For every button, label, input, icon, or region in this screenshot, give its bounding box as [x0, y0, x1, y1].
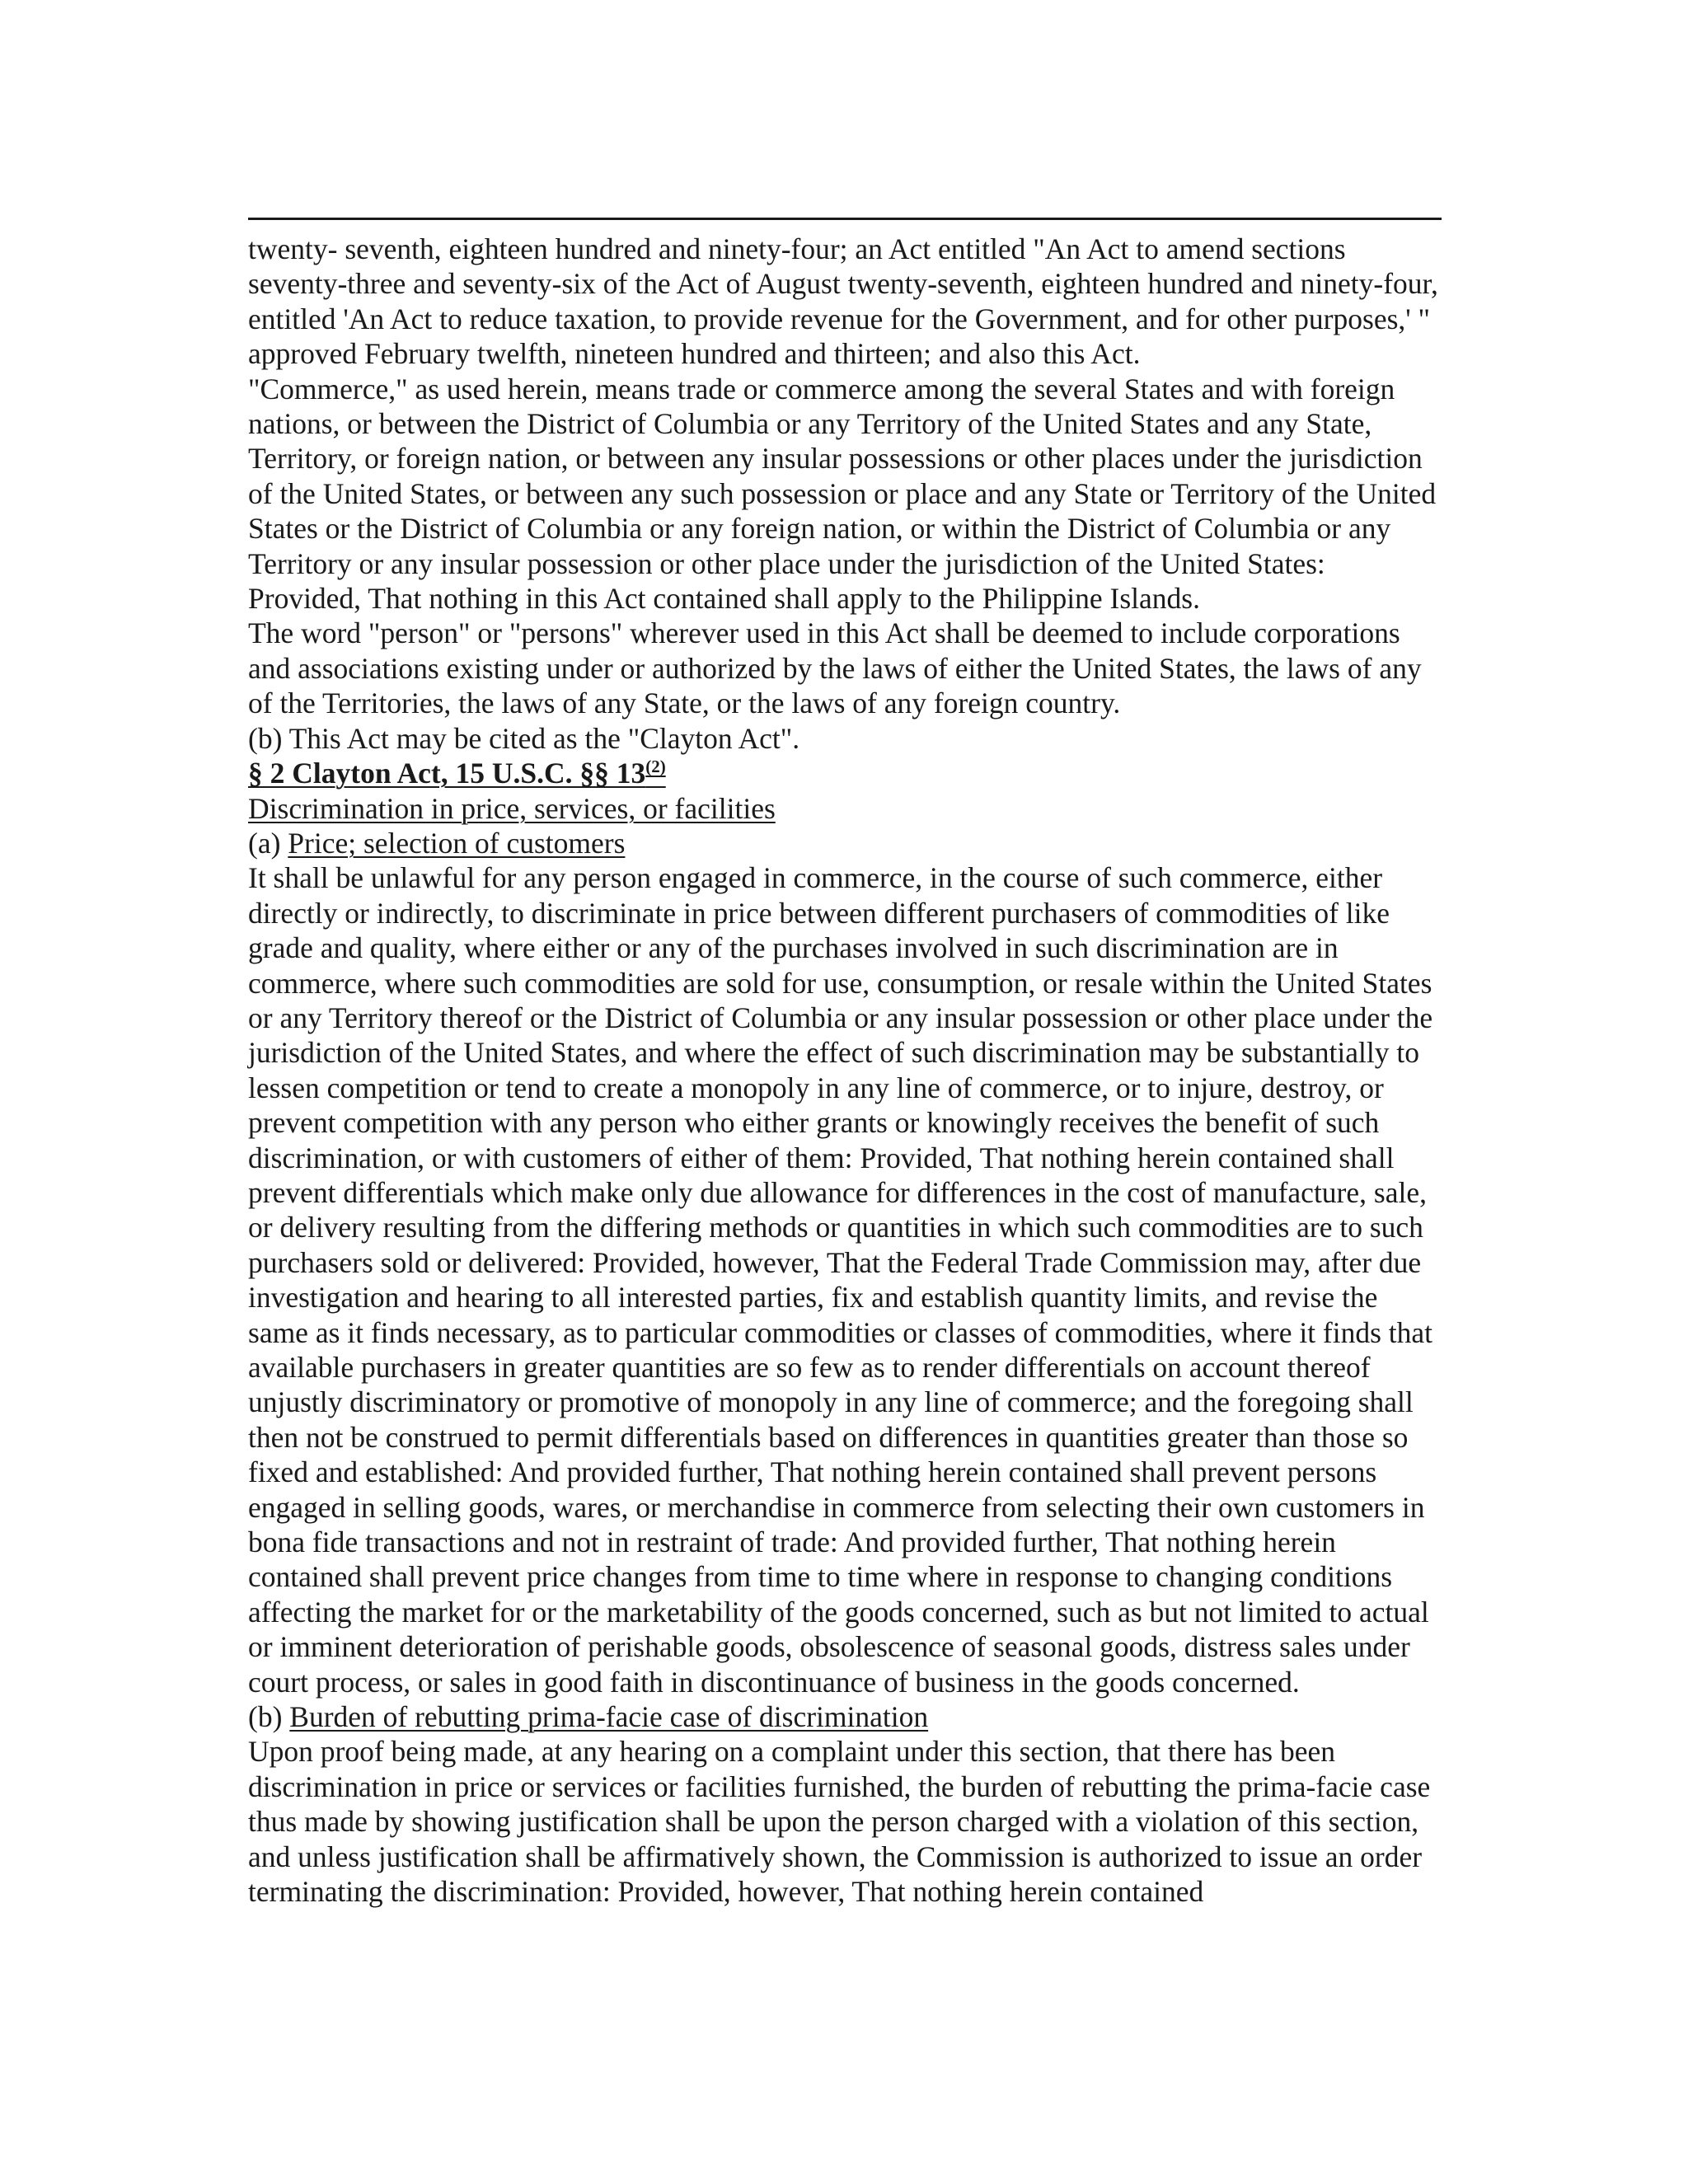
paragraph-person-definition: The word "person" or "persons" wherever used in this Act shall be deemed to include corporations and associations existing under or authorized by the laws of either the United States, the laws of any of the Territories, the laws of any State, or the laws of any foreign country. — [248, 616, 1422, 720]
paragraph-subsection-b: Upon proof being made, at any hearing on a complaint under this section, that there has been discrimination in price or services or facilities furnished, the burden of rebutting the prima-facie case thus made by showing justification shall be upon the person charged with a violation of this section, and unless justification shall be affirmatively shown, the Commission is authorized to issue an order terminating the discrimination: Provided, however, That nothing herein contained — [248, 1735, 1431, 1909]
paragraph-continuation: twenty- seventh, eighteen hundred and ninety-four; an Act entitled "An Act to amend sections seventy-three and seventy-six of the Act of August twenty-seventh, eighteen hundred and ninety-four, entitled 'An Act to reduce taxation, to provide revenue for the Government, and for other purposes,' " approved February twelfth, nineteen hundred and thirteen; and also this Act. — [248, 232, 1438, 371]
document-page — [248, 218, 1442, 1910]
subsection-a-label: (a) — [248, 826, 288, 860]
paragraph-commerce-definition: "Commerce," as used herein, means trade or commerce among the several States and with foreign nations, or between the District of Columbia or any Territory of the United States and any State, Territory, or foreign nation, or between any insular possessions or other places under the jurisdiction of the United States, or between any such possession or place and any State or Territory of the United States or the District of Columbia or any foreign nation, or within the District of Columbia or any Territory or any insular possession or other place under the jurisdiction of the United States: Provided, That nothing in this Act contained shall apply to the Philippine Islands. — [248, 372, 1437, 616]
subsection-b-heading — [248, 1699, 1442, 1734]
subsection-b-title: Burden of rebutting prima-facie case of discrimination — [289, 1700, 929, 1734]
section-heading-text: § 2 Clayton Act, 15 U.S.C. §§ 13 — [248, 757, 646, 790]
top-rule — [248, 218, 1442, 220]
footnote-link[interactable]: (2) — [645, 757, 666, 777]
subsection-a-heading — [248, 826, 1442, 860]
paragraph-act-citation: (b) This Act may be cited as the "Clayton Act". — [248, 721, 800, 755]
section-subtitle-text: Discrimination in price, services, or facilities — [248, 791, 776, 825]
subsection-a-title: Price; selection of customers — [288, 826, 626, 860]
section-heading — [248, 756, 1442, 790]
footnote-superscript — [645, 757, 666, 776]
subsection-b-label: (b) — [248, 1700, 290, 1734]
paragraph-subsection-a: It shall be unlawful for any person engaged in commerce, in the course of such commerce, either directly or indirectly, to discriminate in price between different purchasers of commodities of like grade and quality, where either or any of the purchases involved in such discrimination are in commerce, where such commodities are sold for use, consumption, or resale within the United States or any Territory thereof or the District of Columbia or any insular possession or other place under the jurisdiction of the United States, and where the effect of such discrimination may be substantially to lessen competition or tend to create a monopoly in any line of commerce, or to injure, destroy, or prevent competition with any person who either grants or knowingly receives the benefit of such discrimination, or with customers of either of them: Provided, That nothing herein contained shall prevent differentials which make only due allowance for differences in the cost of manufacture, sale, or delivery resulting from the differing methods or quantities in which such commodities are to such purchasers sold or delivered: Provided, however, That the Federal Trade Commission may, after due investigation and hearing to all interested parties, fix and establish quantity limits, and revise the same as it finds necessary, as to particular commodities or classes of commodities, where it finds that available purchasers in greater quantities are so few as to render differentials on account thereof unjustly discriminatory or promotive of monopoly in any line of commerce; and the foregoing shall then not be construed to permit differentials based on differences in quantities greater than those so fixed and established: And provided further, That nothing herein contained shall prevent persons engaged in selling goods, wares, or merchandise in commerce from selecting their own customers in bona fide transactions and not in restraint of trade: And provided further, That nothing herein contained shall prevent price changes from time to time where in response to changing conditions affecting the market for or the marketability of the goods concerned, such as but not limited to actual or imminent deterioration of perishable goods, obsolescence of seasonal goods, distress sales under court process, or sales in good faith in discontinuance of business in the goods concerned. — [248, 861, 1433, 1699]
section-subtitle — [248, 791, 1442, 826]
